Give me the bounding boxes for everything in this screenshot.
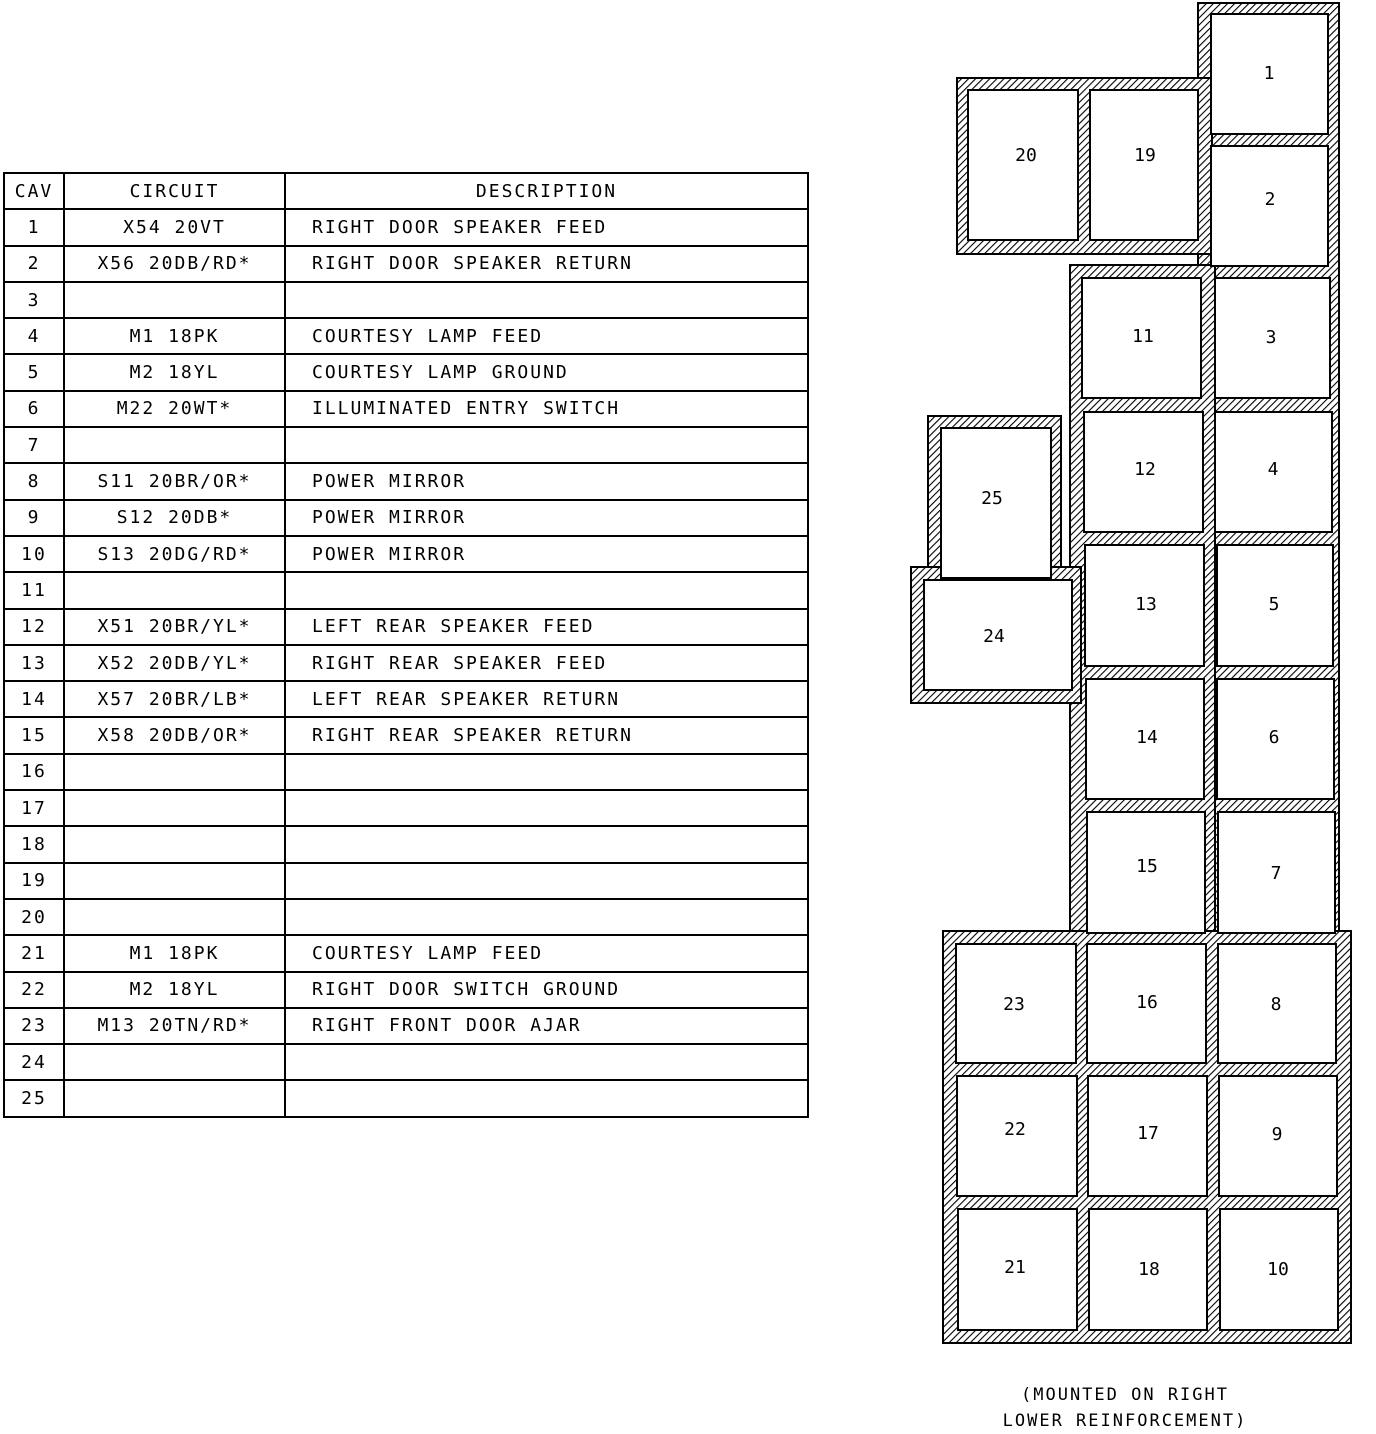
cell-description <box>285 572 808 608</box>
mounting-note <box>980 1382 1270 1434</box>
cell-cav: 22 <box>4 972 64 1008</box>
table-row <box>4 463 808 499</box>
cell-circuit: S11 20BR/OR* <box>64 463 285 499</box>
table-row <box>4 282 808 318</box>
cavity-label-7: 7 <box>1270 863 1282 884</box>
table-row <box>4 754 808 790</box>
cell-cav: 7 <box>4 427 64 463</box>
cell-circuit: X57 20BR/LB* <box>64 681 285 717</box>
table-row <box>4 863 808 899</box>
header-circuit: CIRCUIT <box>64 173 285 209</box>
header-cav: CAV <box>4 173 64 209</box>
cavity-label-14: 14 <box>1136 727 1158 748</box>
cell-cav: 19 <box>4 863 64 899</box>
cell-cav: 13 <box>4 645 64 681</box>
cell-description: POWER MIRROR <box>285 536 808 572</box>
cell-description: RIGHT DOOR SWITCH GROUND <box>285 972 808 1008</box>
table-row <box>4 246 808 282</box>
cell-cav: 17 <box>4 790 64 826</box>
cell-cav: 15 <box>4 717 64 753</box>
cavity-label-12: 12 <box>1134 459 1156 480</box>
pinout-table <box>3 172 809 1118</box>
table-row <box>4 500 808 536</box>
table-row <box>4 209 808 245</box>
cell-description <box>285 790 808 826</box>
table-row <box>4 318 808 354</box>
cavity-label-17: 17 <box>1137 1123 1159 1144</box>
cavity-label-11: 11 <box>1132 326 1154 347</box>
cavity-label-9: 9 <box>1271 1124 1283 1145</box>
cavity-label-22: 22 <box>1004 1119 1026 1140</box>
cell-circuit <box>64 899 285 935</box>
cavity-label-19: 19 <box>1134 145 1156 166</box>
cell-cav: 9 <box>4 500 64 536</box>
cell-circuit: S13 20DG/RD* <box>64 536 285 572</box>
cell-cav: 5 <box>4 354 64 390</box>
cavity-label-4: 4 <box>1267 459 1279 480</box>
cavity-label-13: 13 <box>1135 594 1157 615</box>
cell-description: POWER MIRROR <box>285 463 808 499</box>
table-row <box>4 645 808 681</box>
table-row <box>4 972 808 1008</box>
cell-cav: 12 <box>4 609 64 645</box>
cell-cav: 8 <box>4 463 64 499</box>
cell-description <box>285 1080 808 1116</box>
cell-circuit: M2 18YL <box>64 972 285 1008</box>
cell-cav: 4 <box>4 318 64 354</box>
table-row <box>4 1044 808 1080</box>
cell-circuit <box>64 572 285 608</box>
table-row <box>4 935 808 971</box>
cavity-label-21: 21 <box>1004 1257 1026 1278</box>
cavity-label-6: 6 <box>1268 727 1280 748</box>
cell-circuit <box>64 282 285 318</box>
cell-description: COURTESY LAMP FEED <box>285 318 808 354</box>
cell-circuit: X52 20DB/YL* <box>64 645 285 681</box>
header-description: DESCRIPTION <box>285 173 808 209</box>
table-row <box>4 391 808 427</box>
cell-description <box>285 899 808 935</box>
cavity-label-8: 8 <box>1270 994 1282 1015</box>
table-row <box>4 572 808 608</box>
cell-cav: 6 <box>4 391 64 427</box>
cell-circuit <box>64 1044 285 1080</box>
cell-cav: 11 <box>4 572 64 608</box>
cell-circuit <box>64 826 285 862</box>
cell-description <box>285 282 808 318</box>
mounting-note-line-1: (MOUNTED ON RIGHT <box>1021 1385 1229 1405</box>
cell-cav: 3 <box>4 282 64 318</box>
cell-circuit <box>64 1080 285 1116</box>
cell-description: LEFT REAR SPEAKER FEED <box>285 609 808 645</box>
cavity-label-23: 23 <box>1003 994 1025 1015</box>
cell-cav: 23 <box>4 1008 64 1044</box>
cell-circuit <box>64 754 285 790</box>
cell-cav: 25 <box>4 1080 64 1116</box>
cavity-label-20: 20 <box>1015 145 1037 166</box>
mounting-note-line-2: LOWER REINFORCEMENT) <box>1002 1411 1248 1431</box>
cell-description <box>285 1044 808 1080</box>
cavity-label-24: 24 <box>983 626 1005 647</box>
table-row <box>4 609 808 645</box>
cell-cav: 20 <box>4 899 64 935</box>
cell-circuit: M2 18YL <box>64 354 285 390</box>
cell-cav: 1 <box>4 209 64 245</box>
cell-description: POWER MIRROR <box>285 500 808 536</box>
cell-circuit: S12 20DB* <box>64 500 285 536</box>
cell-description: RIGHT FRONT DOOR AJAR <box>285 1008 808 1044</box>
cell-cav: 24 <box>4 1044 64 1080</box>
cavity-label-3: 3 <box>1265 327 1277 348</box>
cell-circuit <box>64 427 285 463</box>
cell-circuit: M22 20WT* <box>64 391 285 427</box>
cell-description: COURTESY LAMP GROUND <box>285 354 808 390</box>
cell-circuit: X56 20DB/RD* <box>64 246 285 282</box>
cavity-label-15: 15 <box>1136 856 1158 877</box>
cell-circuit: X51 20BR/YL* <box>64 609 285 645</box>
cell-circuit: M13 20TN/RD* <box>64 1008 285 1044</box>
cell-circuit: X54 20VT <box>64 209 285 245</box>
cell-description <box>285 826 808 862</box>
cell-circuit <box>64 790 285 826</box>
cell-cav: 21 <box>4 935 64 971</box>
cell-cav: 14 <box>4 681 64 717</box>
cell-description <box>285 754 808 790</box>
cell-circuit: M1 18PK <box>64 935 285 971</box>
cell-description: RIGHT DOOR SPEAKER FEED <box>285 209 808 245</box>
cell-circuit <box>64 863 285 899</box>
table-row <box>4 790 808 826</box>
cavity-label-2: 2 <box>1264 189 1276 210</box>
cell-description: RIGHT REAR SPEAKER FEED <box>285 645 808 681</box>
cell-cav: 2 <box>4 246 64 282</box>
cell-description: ILLUMINATED ENTRY SWITCH <box>285 391 808 427</box>
cavity-label-25: 25 <box>981 488 1003 509</box>
cell-description: LEFT REAR SPEAKER RETURN <box>285 681 808 717</box>
cavity-label-16: 16 <box>1136 992 1158 1013</box>
cell-cav: 18 <box>4 826 64 862</box>
table-row <box>4 681 808 717</box>
table-row <box>4 899 808 935</box>
table-row <box>4 427 808 463</box>
cavity-label-5: 5 <box>1268 594 1280 615</box>
table-header-row <box>4 173 808 209</box>
table-row <box>4 536 808 572</box>
cell-description <box>285 427 808 463</box>
cell-circuit: X58 20DB/OR* <box>64 717 285 753</box>
cavity-label-10: 10 <box>1267 1259 1289 1280</box>
cell-circuit: M1 18PK <box>64 318 285 354</box>
table-row <box>4 826 808 862</box>
table-row <box>4 354 808 390</box>
cavity-label-18: 18 <box>1138 1259 1160 1280</box>
table-body <box>4 209 808 1116</box>
cell-cav: 10 <box>4 536 64 572</box>
table-row <box>4 1080 808 1116</box>
cell-description: COURTESY LAMP FEED <box>285 935 808 971</box>
table-row <box>4 717 808 753</box>
cell-description: RIGHT REAR SPEAKER RETURN <box>285 717 808 753</box>
cell-cav: 16 <box>4 754 64 790</box>
cavity-label-1: 1 <box>1263 63 1275 84</box>
cell-description <box>285 863 808 899</box>
cell-description: RIGHT DOOR SPEAKER RETURN <box>285 246 808 282</box>
table-row <box>4 1008 808 1044</box>
